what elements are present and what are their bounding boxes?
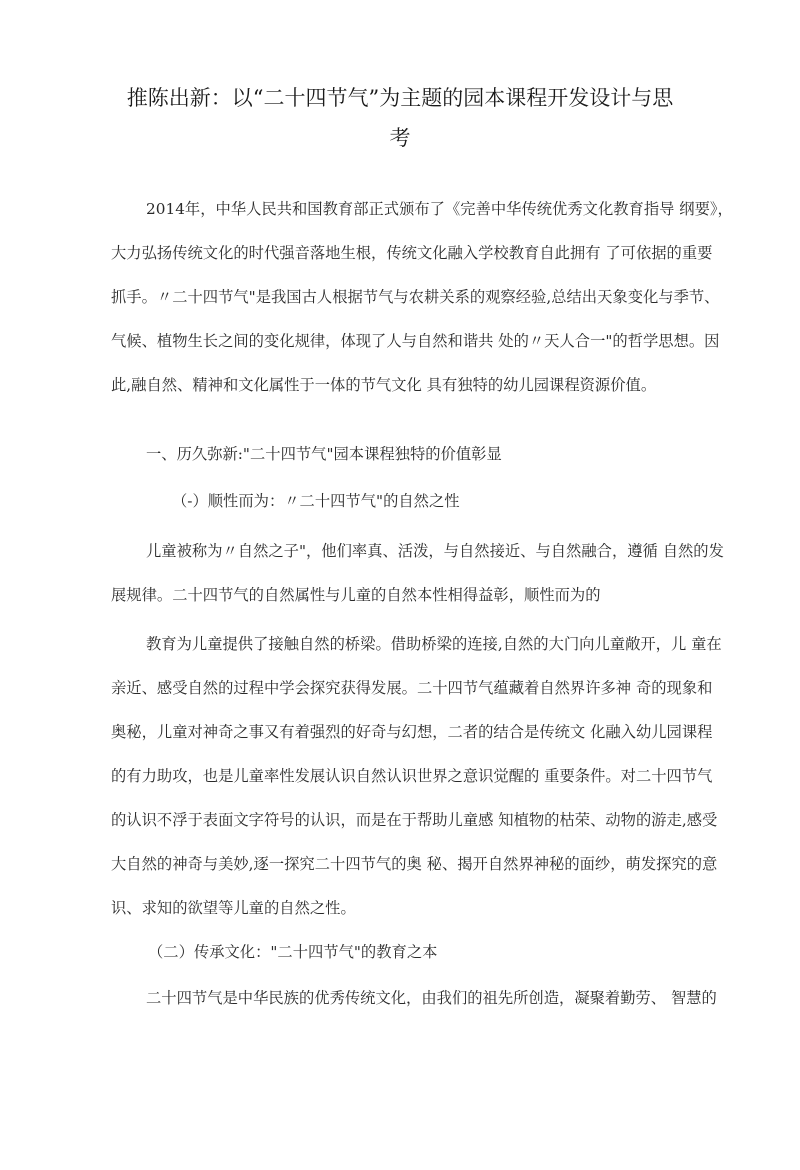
section-heading-1: 一、历久弥新:"二十四节气"园本课程独特的价值彰显	[146, 445, 502, 463]
subsection-heading-1: （-）顺性而为：〃二十四节气"的自然之性	[172, 492, 460, 510]
text-line: 的认识不浮于表面文字符号的认识，而是在于帮助儿童感 知植物的枯荣、动物的游走,感受	[111, 811, 718, 829]
text-line: 的有力助攻，也是儿童率性发展认识自然认识世界之意识觉醒的 重要条件。对二十四节气	[111, 767, 713, 785]
text-line: 大自然的神奇与美妙,逐一探究二十四节气的奥 秘、揭开自然界神秘的面纱，萌发探究的意	[111, 855, 718, 873]
text-line: 识、求知的欲望等儿童的自然之性。	[111, 899, 356, 917]
text-line: 二十四节气是中华民族的优秀传统文化，由我们的祖先所创造，凝聚着勤劳、 智慧的	[146, 989, 717, 1007]
title-line-1: 推陈出新：以“二十四节气”为主题的园本课程开发设计与思	[126, 86, 674, 110]
text-line: 奥秘，儿童对神奇之事又有着强烈的好奇与幻想，二者的结合是传统文 化融入幼儿园课程	[111, 723, 713, 741]
text-line: 教育为儿童提供了接触自然的桥梁。借助桥梁的连接,自然的大门向儿童敞开，儿 童在	[146, 635, 722, 653]
text-line: 儿童被称为〃自然之子"，他们率真、活泼，与自然接近、与自然融合，遵循 自然的发	[146, 542, 724, 560]
text-line: 2014年，中华人民共和国教育部正式颁布了《完善中华传统优秀文化教育指导 纲要》，	[146, 200, 733, 218]
text-line: 大力弘扬传统文化的时代强音落地生根，传统文化融入学校教育自此拥有 了可依据的重要	[111, 244, 713, 262]
text-line: 亲近、感受自然的过程中学会探究获得发展。二十四节气蕴藏着自然界许多神 奇的现象和	[111, 679, 713, 697]
text-line: 展规律。二十四节气的自然属性与儿童的自然本性相得益彰，顺性而为的	[111, 586, 601, 604]
text-line: 此,融自然、精神和文化属性于一体的节气文化 具有独特的幼儿园课程资源价值。	[111, 376, 657, 394]
subsection-heading-2: （二）传承文化："二十四节气"的教育之本	[148, 943, 438, 961]
text-line: 气候、植物生长之间的变化规律，体现了人与自然和谐共 处的〃天人合一"的哲学思想。因	[111, 332, 720, 350]
title-line-2: 考	[389, 126, 411, 150]
text-line: 抓手。〃二十四节气"是我国古人根据节气与农耕关系的观察经验,总结出天象变化与季节、	[111, 288, 720, 306]
